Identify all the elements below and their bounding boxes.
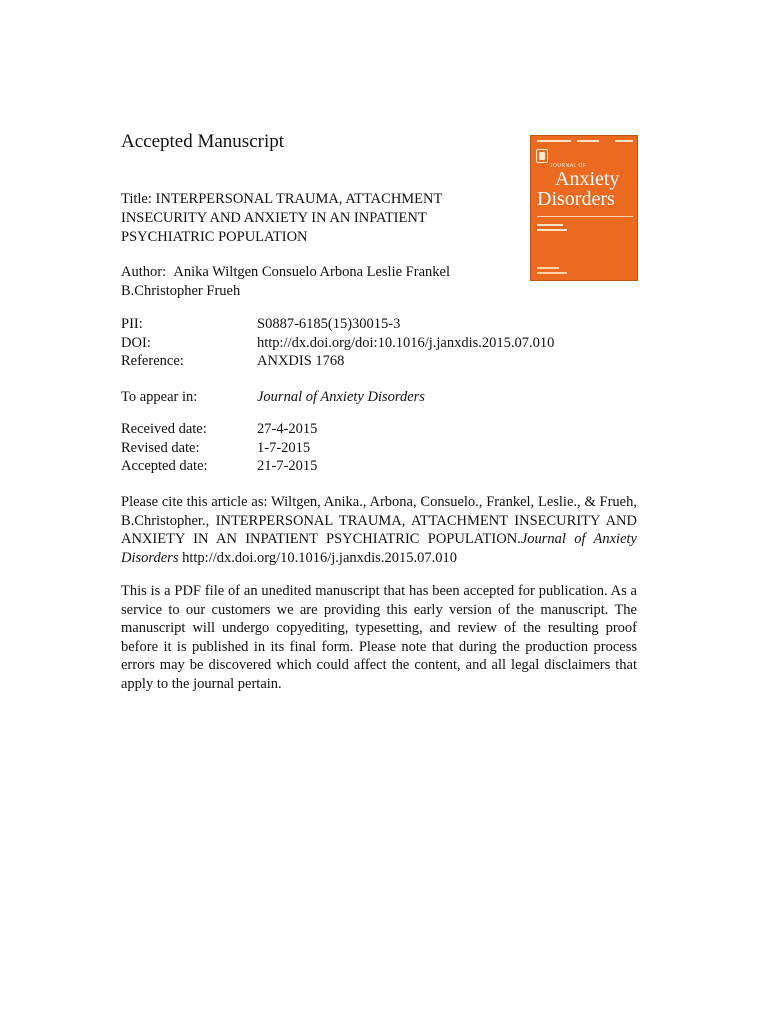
citation-journal: Journal of Anxiety Disorders [121, 531, 637, 566]
received-label: Received date: [121, 421, 207, 437]
pii-value: S0887-6185(15)30015-3 [257, 316, 401, 332]
publisher-logo-icon [536, 149, 548, 163]
disclaimer-paragraph: This is a PDF file of an unedited manuscript that has been accepted for publication. As a service to our customers we are providing this early version of the manuscript. The manuscript will undergo copyediting, typesetting, and review of the resulting proof before it is published in its final form. Please note that during the production process errors may be discovered which could affect the content, and all legal disclaimers that apply to the journal pertain. [121, 583, 637, 692]
received-value: 27-4-2015 [257, 421, 318, 437]
author-names: Anika Wiltgen Consuelo Arbona Leslie Frankel B.Christopher Frueh [121, 264, 450, 299]
journal-cover-image [530, 135, 638, 281]
cover-header-line [537, 140, 633, 143]
cover-title-word2: Disorders [537, 188, 615, 210]
appear-label: To appear in: [121, 389, 198, 405]
accepted-value: 21-7-2015 [257, 458, 318, 474]
title-label: Title: [121, 191, 152, 207]
author-label: Author: [121, 264, 167, 280]
cover-editor-line-1 [537, 224, 563, 226]
journal-name: Journal of Anxiety Disorders [257, 389, 425, 405]
citation-text: Please cite this article as: Wiltgen, Anika., Arbona, Consuelo., Frankel, Leslie., & Frueh, B.Christopher., INTERPERSONAL TRAUMA, ATTACHMENT INSECURITY AND ANXIETY IN AN INPATIENT PSYCHIATRIC POPULATION. [121, 494, 637, 547]
page-title: Accepted Manuscript [121, 131, 285, 152]
revised-label: Revised date: [121, 439, 200, 456]
pii-label: PII: [121, 316, 143, 332]
citation-paragraph [121, 493, 637, 567]
reference-label: Reference: [121, 353, 184, 369]
cover-rule [537, 216, 633, 217]
cover-small-label: JOURNAL OF [550, 163, 587, 169]
cover-title-word1: Anxiety [555, 168, 620, 190]
accepted-label: Accepted date: [121, 458, 208, 474]
citation-doi-link[interactable]: http://dx.doi.org/10.1016/j.janxdis.2015.07.010 [178, 549, 457, 566]
doi-label: DOI: [121, 334, 151, 351]
cover-footer-line-2 [537, 272, 567, 274]
cover-editor-line-2 [537, 229, 567, 231]
article-title [121, 190, 521, 247]
doi-link[interactable]: http://dx.doi.org/doi:10.1016/j.janxdis.2015.07.010 [257, 334, 555, 351]
revised-value: 1-7-2015 [257, 439, 311, 456]
reference-value: ANXDIS 1768 [257, 353, 345, 369]
cover-footer-line-1 [537, 267, 559, 269]
title-text: INTERPERSONAL TRAUMA, ATTACHMENT INSECURITY AND ANXIETY IN AN INPATIENT PSYCHIATRIC POPULATION [121, 191, 443, 245]
article-authors [121, 263, 521, 301]
